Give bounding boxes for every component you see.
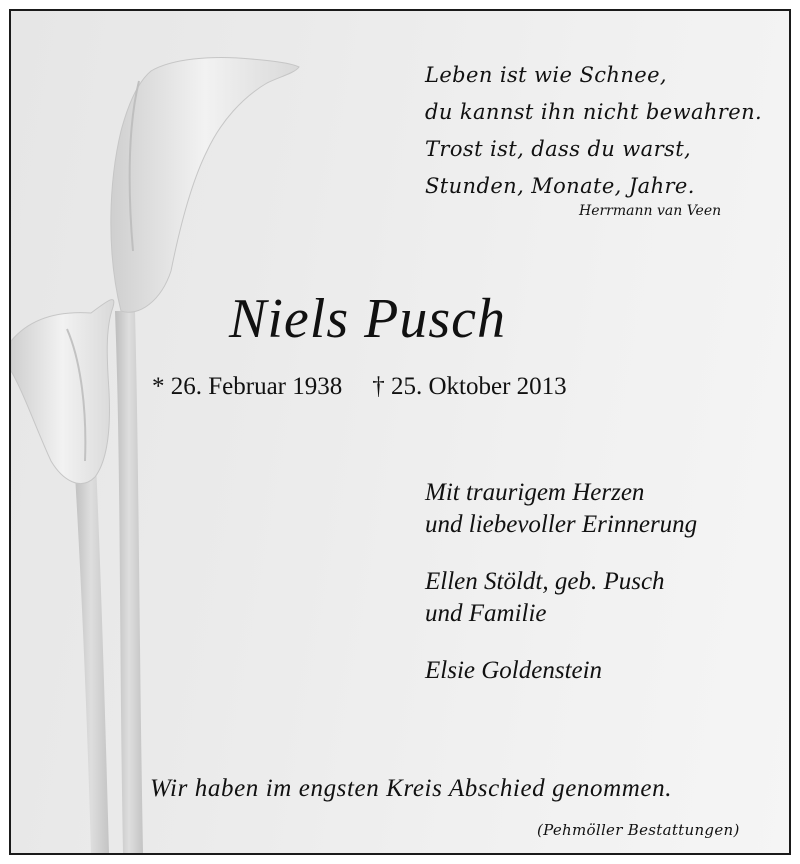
mourner-other <box>425 655 602 687</box>
mourner-name: Elsie Goldenstein <box>425 657 603 684</box>
mourning-intro-line: Mit traurigem Herzen <box>425 479 645 506</box>
mourning-intro <box>425 477 697 541</box>
life-dates <box>152 373 567 401</box>
poem-line: Stunden, Monate, Jahre. <box>425 174 695 198</box>
deceased-name: Niels Pusch <box>229 288 506 350</box>
closing-statement: Wir haben im engsten Kreis Abschied genommen. <box>150 775 673 802</box>
mourner-name: und Familie <box>425 600 547 627</box>
poem-line: Leben ist wie Schnee, <box>425 63 667 87</box>
poem-author: Herrmann van Veen <box>579 203 722 219</box>
mourner-family <box>425 566 665 630</box>
funeral-home: (Pehmöller Bestattungen) <box>537 821 740 839</box>
obituary-card <box>9 9 791 855</box>
mourner-name: Ellen Stöldt, geb. Pusch <box>425 568 665 595</box>
mourning-intro-line: und liebevoller Erinnerung <box>425 511 698 538</box>
poem-line: Trost ist, dass du warst, <box>425 137 692 161</box>
birth-date: * 26. Februar 1938 <box>152 373 343 400</box>
death-date: † 25. Oktober 2013 <box>372 373 567 400</box>
poem <box>425 57 762 205</box>
calla-lily-illustration <box>11 11 341 853</box>
poem-line: du kannst ihn nicht bewahren. <box>425 100 763 124</box>
